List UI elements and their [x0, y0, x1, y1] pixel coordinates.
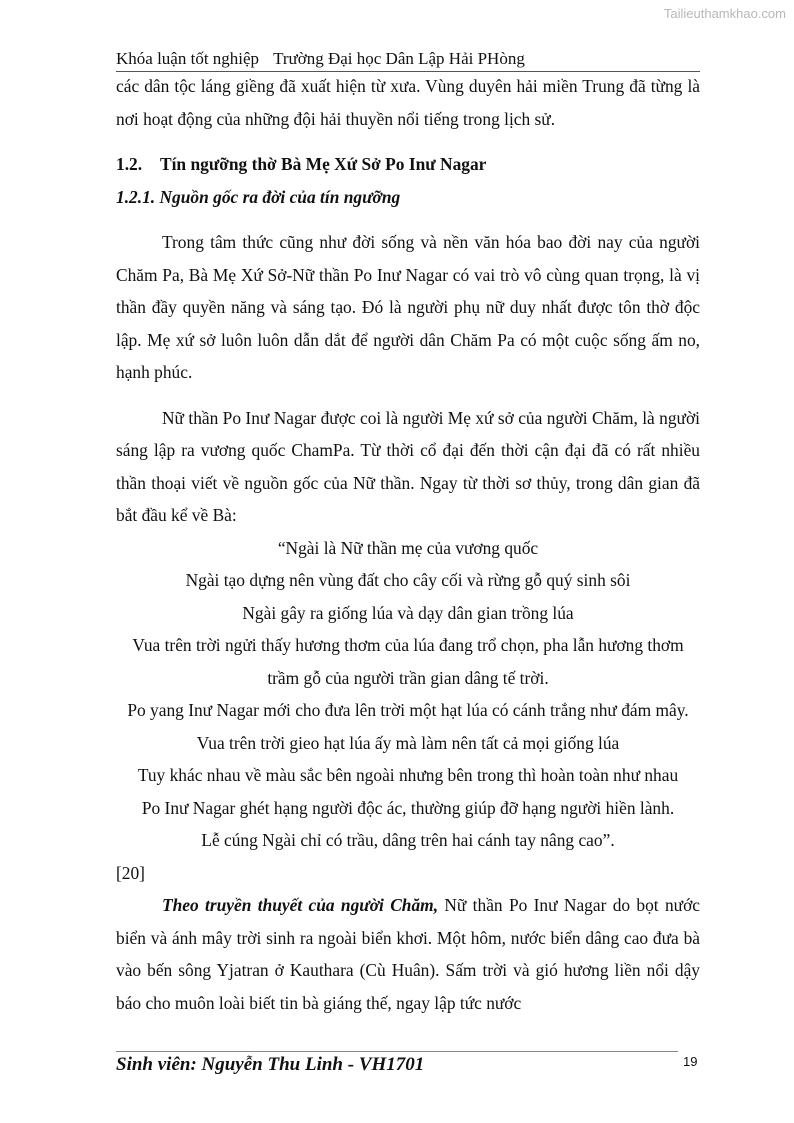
header-title: Khóa luận tốt nghiệp [116, 49, 260, 68]
section-number: 1.2. [116, 154, 143, 174]
page-number: 19 [683, 1054, 698, 1069]
poem-quote [116, 532, 700, 857]
section-heading [116, 148, 700, 181]
document-body [116, 70, 700, 1019]
poem-line: “Ngài là Nữ thần mẹ của vương quốc [277, 537, 539, 558]
section-title: Tín ngưỡng thờ Bà Mẹ Xứ Sở Po Inư Nagar [160, 154, 487, 174]
watermark: Tailieuthamkhao.com [663, 6, 786, 21]
body-paragraph-3 [116, 889, 700, 1019]
intro-paragraph: các dân tộc láng giềng đã xuất hiện từ xưa. Vùng duyên hải miền Trung đã từng là nơi hoạt động của những đội hải thuyền nổi tiếng trong lịch sử. [116, 76, 700, 129]
paragraph-lead: Theo truyền thuyết của người Chăm, [162, 895, 439, 915]
poem-line: Po Inư Nagar ghét hạng người độc ác, thường giúp đỡ hạng người hiền lành. [141, 797, 675, 818]
poem-line: Tuy khác nhau về màu sắc bên ngoài nhưng bên trong thì hoàn toàn như nhau [137, 765, 679, 785]
page-header [116, 48, 700, 72]
citation-reference: [20] [116, 862, 145, 883]
poem-line: Vua trên trời ngửi thấy hương thơm của lúa đang trổ chọn, pha lẫn hương thơm trầm gỗ của người trần gian dâng tế trời. [132, 635, 684, 688]
body-paragraph-1: Trong tâm thức cũng như đời sống và nền văn hóa bao đời nay của người Chăm Pa, Bà Mẹ Xứ Sở-Nữ thần Po Inư Nagar có vai trò vô cùng quan trọng, là vị thần đầy quyền năng và sáng tạo. Đó là người phụ nữ duy nhất được tôn thờ độc lập. Mẹ xứ sở luôn luôn dẫn dắt để người dân Chăm Pa có một cuộc sống ấm no, hạnh phúc. [116, 232, 700, 382]
body-paragraph-2: Nữ thần Po Inư Nagar được coi là người Mẹ xứ sở của người Chăm, là người sáng lập ra vương quốc ChamPa. Từ thời cổ đại đến thời cận đại đã có rất nhiều thần thoại viết về nguồn gốc của Nữ thần. Ngay từ thời sơ thủy, trong dân gian đã bắt đầu kể về Bà: [116, 407, 700, 525]
poem-line: Ngài tạo dựng nên vùng đất cho cây cối và rừng gỗ quý sinh sôi [185, 570, 631, 590]
poem-line: Ngài gây ra giống lúa và dạy dân gian trồng lúa [242, 602, 574, 623]
subsection-heading: 1.2.1. Nguồn gốc ra đời của tín ngưỡng [116, 186, 401, 207]
paragraph-text: Nữ thần Po Inư Nagar do bọt nước biển và ánh mây trời sinh ra ngoài biển khơi. Một hôm, nước biển dâng cao đưa bà vào bến sông Yjatran ở Kauthara (Cù Huân). Sấm trời và gió hương liền nổi dậy báo cho muôn loài biết tin bà giáng thế, ngay lập tức nước [116, 895, 700, 1013]
footer-divider [116, 1051, 678, 1052]
footer-student: Sinh viên: Nguyễn Thu Linh - VH1701 [116, 1054, 425, 1075]
poem-line: Lễ cúng Ngài chỉ có trầu, dâng trên hai cánh tay nâng cao”. [201, 830, 615, 850]
poem-line: Vua trên trời gieo hạt lúa ấy mà làm nên tất cả mọi giống lúa [196, 732, 620, 753]
header-school: Trường Đại học Dân Lập Hải PHòng [273, 49, 525, 68]
poem-line: Po yang Inư Nagar mới cho đưa lên trời một hạt lúa có cánh trắng như đám mây. [127, 700, 689, 720]
